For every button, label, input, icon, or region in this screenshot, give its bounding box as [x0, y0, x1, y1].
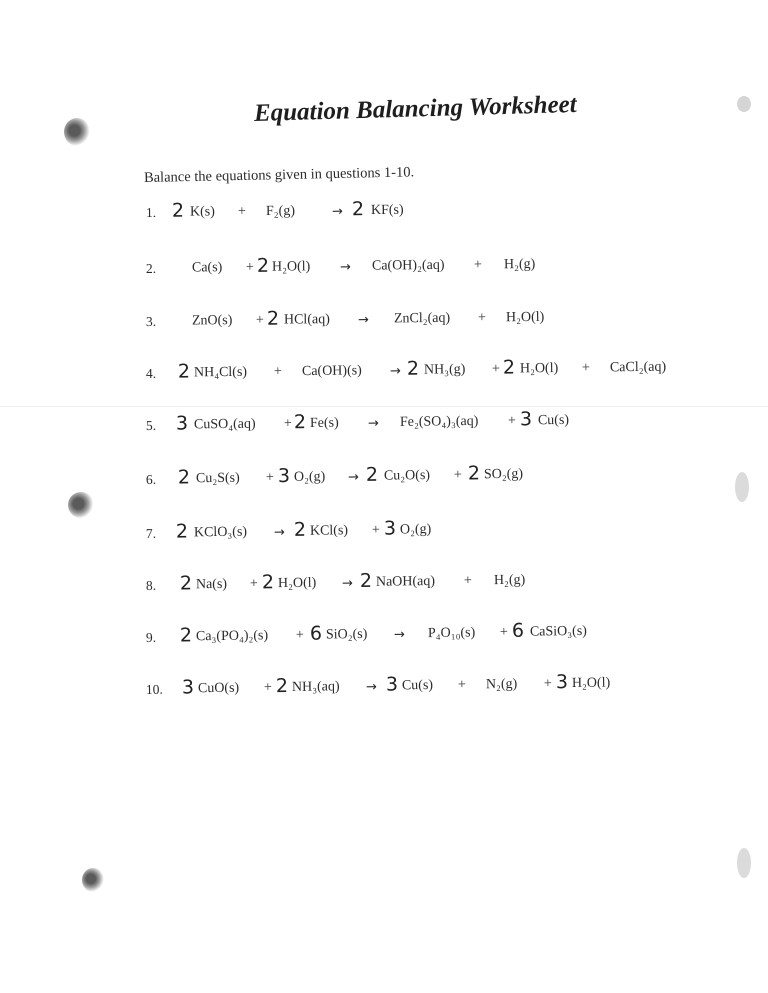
plus-sign: +	[283, 416, 292, 432]
formula: CaCl₂(aq)	[609, 359, 667, 376]
coefficient: 3	[519, 408, 533, 431]
reaction-arrow: →	[341, 576, 353, 592]
question-number: 7.	[145, 525, 157, 541]
plus-sign: +	[581, 360, 590, 376]
plus-sign: +	[371, 522, 380, 538]
formula: Na(s)	[195, 576, 228, 593]
plus-sign: +	[237, 204, 246, 220]
scan-speck	[735, 472, 749, 502]
formula: O₂(g)	[399, 522, 432, 538]
coefficient: 3	[277, 464, 291, 488]
reaction-arrow: →	[347, 470, 359, 486]
scan-artifact-line	[0, 406, 768, 407]
formula: P₄O₁₀(s)	[427, 625, 476, 642]
formula: HCl(aq)	[283, 312, 330, 328]
scan-speck	[737, 96, 751, 112]
coefficient: 2	[359, 569, 373, 593]
reaction-arrow: →	[365, 679, 377, 695]
formula: Cu₂S(s)	[195, 470, 240, 487]
reaction-arrow: →	[367, 416, 379, 432]
question-number: 5.	[145, 417, 157, 433]
plus-sign: +	[543, 676, 552, 692]
formula: ZnCl₂(aq)	[393, 310, 451, 327]
question-number: 1.	[145, 204, 157, 220]
coefficient: 2	[177, 360, 191, 383]
coefficient: 3	[385, 673, 399, 696]
coefficient: 2	[171, 199, 185, 222]
coefficient: 2	[256, 254, 270, 277]
question-number: 2.	[145, 260, 157, 276]
reaction-arrow: →	[389, 363, 401, 380]
formula: SO₂(g)	[483, 466, 524, 483]
formula: NH₄Cl(s)	[193, 364, 248, 381]
reaction-arrow: →	[339, 259, 351, 275]
formula: Cu(s)	[401, 677, 434, 694]
plus-sign: +	[473, 257, 482, 273]
reaction-arrow: →	[331, 204, 343, 220]
coefficient: 2	[266, 307, 280, 330]
plus-sign: +	[507, 413, 516, 429]
plus-sign: +	[263, 680, 272, 696]
formula: CuSO₄(aq)	[193, 416, 256, 433]
coefficient: 2	[406, 357, 420, 380]
coefficient: 2	[177, 466, 191, 489]
question-number: 3.	[145, 313, 157, 329]
formula: SiO₂(s)	[325, 626, 368, 643]
coefficient: 2	[365, 463, 379, 486]
formula: K(s)	[189, 204, 215, 220]
coefficient: 3	[383, 517, 397, 540]
formula: H₂(g)	[503, 256, 536, 273]
formula: Cu₂O(s)	[383, 468, 431, 484]
formula: Ca(OH)₂(aq)	[371, 257, 445, 274]
coefficient: 2	[261, 571, 275, 594]
coefficient: 3	[181, 676, 195, 699]
coefficient: 2	[293, 518, 307, 541]
formula: H₂O(l)	[271, 259, 311, 275]
plus-sign: +	[463, 573, 472, 589]
hole-punch-middle	[68, 492, 94, 518]
question-number: 4.	[145, 365, 157, 381]
plus-sign: +	[245, 259, 254, 275]
formula: NH₃(g)	[423, 362, 466, 378]
plus-sign: +	[255, 312, 264, 328]
hole-punch-top	[64, 118, 90, 146]
formula: N₂(g)	[485, 676, 518, 693]
plus-sign: +	[457, 677, 466, 693]
question-number: 8.	[145, 577, 157, 593]
formula: H₂O(l)	[519, 360, 559, 377]
worksheet-title: Equation Balancing Worksheet	[253, 90, 578, 127]
coefficient: 2	[175, 520, 189, 543]
coefficient: 3	[555, 671, 569, 694]
plus-sign: +	[273, 364, 282, 380]
plus-sign: +	[491, 361, 500, 377]
formula: Ca(OH)(s)	[301, 363, 362, 380]
formula: Cu(s)	[537, 412, 570, 429]
formula: KClO₃(s)	[193, 524, 248, 541]
formula: H₂O(l)	[571, 675, 611, 692]
reaction-arrow: →	[357, 312, 369, 328]
formula: CaSiO₃(s)	[529, 623, 587, 640]
coefficient: 2	[179, 624, 193, 647]
plus-sign: +	[453, 467, 462, 483]
reaction-arrow: →	[273, 525, 285, 541]
formula: H₂O(l)	[505, 309, 545, 326]
coefficient: 2	[275, 675, 289, 698]
coefficient: 6	[511, 619, 525, 642]
formula: H₂(g)	[493, 572, 526, 589]
coefficient: 2	[502, 356, 516, 379]
formula: H₂O(l)	[277, 575, 317, 592]
formula: Ca(s)	[191, 260, 223, 276]
formula: O₂(g)	[293, 469, 326, 485]
scan-speck	[737, 848, 751, 878]
question-number: 6.	[145, 471, 157, 487]
coefficient: 2	[179, 572, 193, 595]
coefficient: 2	[293, 411, 307, 434]
coefficient: 6	[309, 622, 323, 645]
formula: NaOH(aq)	[375, 573, 436, 590]
coefficient: 2	[351, 198, 365, 221]
formula: Fe₂(SO₄)₃(aq)	[399, 413, 479, 430]
question-number: 10.	[145, 681, 163, 697]
plus-sign: +	[499, 624, 508, 641]
formula: KF(s)	[370, 202, 404, 219]
formula: ZnO(s)	[191, 313, 233, 329]
formula: Ca₃(PO₄)₂(s)	[195, 628, 269, 645]
plus-sign: +	[295, 627, 304, 643]
plus-sign: +	[249, 576, 258, 592]
question-number: 9.	[145, 629, 157, 645]
reaction-arrow: →	[393, 627, 405, 643]
worksheet-instructions: Balance the equations given in questions 1-10.	[143, 164, 415, 186]
formula: Fe(s)	[309, 415, 339, 431]
coefficient: 2	[467, 462, 481, 485]
formula: NH₃(aq)	[291, 679, 340, 695]
formula: F₂(g)	[265, 203, 296, 219]
hole-punch-bottom	[82, 868, 104, 892]
coefficient: 3	[175, 412, 189, 435]
plus-sign: +	[265, 470, 274, 486]
plus-sign: +	[477, 310, 486, 326]
formula: KCl(s)	[309, 523, 349, 539]
formula: CuO(s)	[197, 680, 240, 697]
